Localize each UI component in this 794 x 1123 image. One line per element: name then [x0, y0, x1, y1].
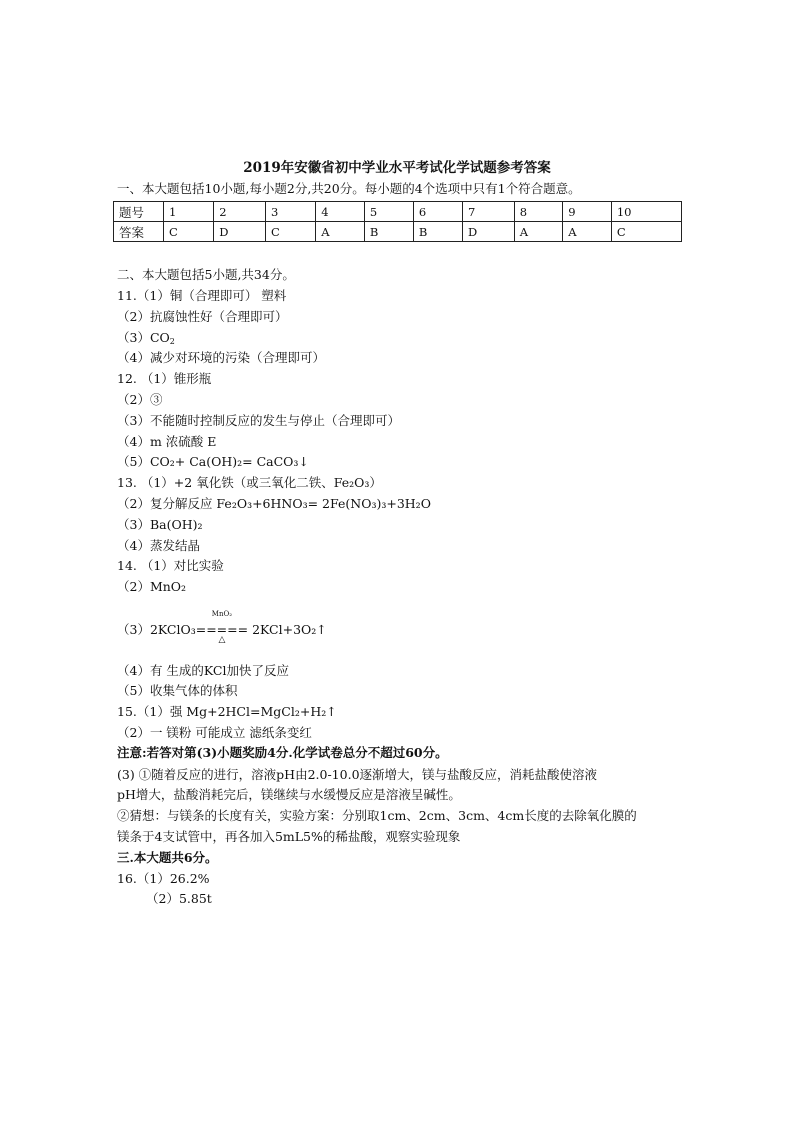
answer-text: （3）2KClO₃	[117, 622, 196, 637]
table-cell: A	[514, 222, 563, 242]
table-cell: B	[413, 222, 462, 242]
reaction-arrow	[195, 610, 249, 645]
section2-heading: 二、本大题包括5小题,共34分。	[117, 267, 295, 282]
table-cell: 7	[462, 202, 514, 222]
table-cell: A	[316, 222, 365, 242]
section1-heading: 一、本大题包括10小题,每小题2分,共20分。每小题的4个选项中只有1个符合题意。	[117, 181, 581, 196]
table-cell: B	[364, 222, 413, 242]
table-cell: D	[214, 222, 266, 242]
table-row-numbers	[114, 202, 682, 222]
answer-line: （4）减少对环境的污染（合理即可）	[117, 350, 325, 365]
table-cell: 4	[316, 202, 365, 222]
catalyst-label: MnO₂	[211, 610, 233, 618]
table-row-label: 答案	[114, 222, 164, 242]
equals-sign: =====	[195, 622, 249, 637]
answer-line: （4）蒸发结晶	[117, 538, 200, 553]
answer-line: （5）CO₂+ Ca(OH)₂= CaCO₃↓	[117, 454, 309, 469]
table-cell: 10	[611, 202, 681, 222]
answer-line: pH增大，盐酸消耗完后，镁继续与水缓慢反应是溶液呈碱性。	[117, 787, 461, 802]
heat-label: △	[218, 635, 226, 645]
answer-line: (3) ①随着反应的进行，溶液pH由2.0-10.0逐渐增大，镁与盐酸反应，消耗盐酸使溶液	[117, 767, 598, 782]
answer-table	[113, 201, 682, 242]
answer-line: （2）复分解反应 Fe₂O₃+6HNO₃= 2Fe(NO₃)₃+3H₂O	[117, 496, 431, 511]
answer-text: 2KCl+3O₂↑	[248, 622, 327, 637]
table-cell: 8	[514, 202, 563, 222]
subscript: 2	[169, 337, 175, 346]
answer-line: 14. （1）对比实验	[117, 558, 224, 573]
note-line: 注意:若答对第(3)小题奖励4分.化学试卷总分不超过60分。	[117, 745, 448, 760]
answer-line: （2）MnO₂	[117, 579, 187, 594]
table-cell: 1	[164, 202, 214, 222]
table-cell: A	[563, 222, 612, 242]
table-cell: 9	[563, 202, 612, 222]
answer-line: （4）有 生成的KCl加快了反应	[117, 663, 289, 678]
table-cell: C	[611, 222, 681, 242]
table-cell: 6	[413, 202, 462, 222]
answer-line: （2）5.85t	[146, 891, 212, 906]
table-row-label: 题号	[114, 202, 164, 222]
table-cell: C	[164, 222, 214, 242]
table-cell: D	[462, 222, 514, 242]
table-cell: 3	[266, 202, 316, 222]
answer-line: （2）一 镁粉 可能成立 滤纸条变红	[117, 725, 312, 740]
answer-line: （4）m 浓硫酸 E	[117, 434, 217, 449]
answer-line: 11.（1）铜（合理即可） 塑料	[117, 288, 287, 303]
answer-line	[117, 330, 175, 350]
table-cell: C	[266, 222, 316, 242]
answer-line: 13. （1）+2 氧化铁（或三氧化二铁、Fe₂O₃）	[117, 475, 382, 490]
answer-line: 镁条于4支试管中，再各加入5mL5%的稀盐酸，观察实验现象	[117, 829, 461, 844]
table-row-answers	[114, 222, 682, 242]
answer-line: ②猜想：与镁条的长度有关，实验方案：分别取1cm、2cm、3cm、4cm长度的去除氧化膜的	[117, 808, 637, 823]
answer-line: 12. （1）锥形瓶	[117, 371, 212, 386]
answer-line: （5）收集气体的体积	[117, 683, 238, 698]
reaction-equation	[117, 610, 327, 645]
answer-line: （3）不能随时控制反应的发生与停止（合理即可）	[117, 413, 400, 428]
section3-heading: 三.本大题共6分。	[117, 850, 218, 865]
page-title: 2019年安徽省初中学业水平考试化学试题参考答案	[243, 160, 551, 176]
answer-line: 16.（1）26.2%	[117, 871, 210, 886]
answer-line: （2）抗腐蚀性好（合理即可）	[117, 309, 288, 324]
answer-line: （2）③	[117, 392, 163, 407]
answer-line: 15.（1）强 Mg+2HCl=MgCl₂+H₂↑	[117, 704, 337, 719]
answer-text: （3）CO	[117, 330, 170, 345]
table-cell: 5	[364, 202, 413, 222]
table-cell: 2	[214, 202, 266, 222]
answer-line: （3）Ba(OH)₂	[117, 517, 203, 532]
